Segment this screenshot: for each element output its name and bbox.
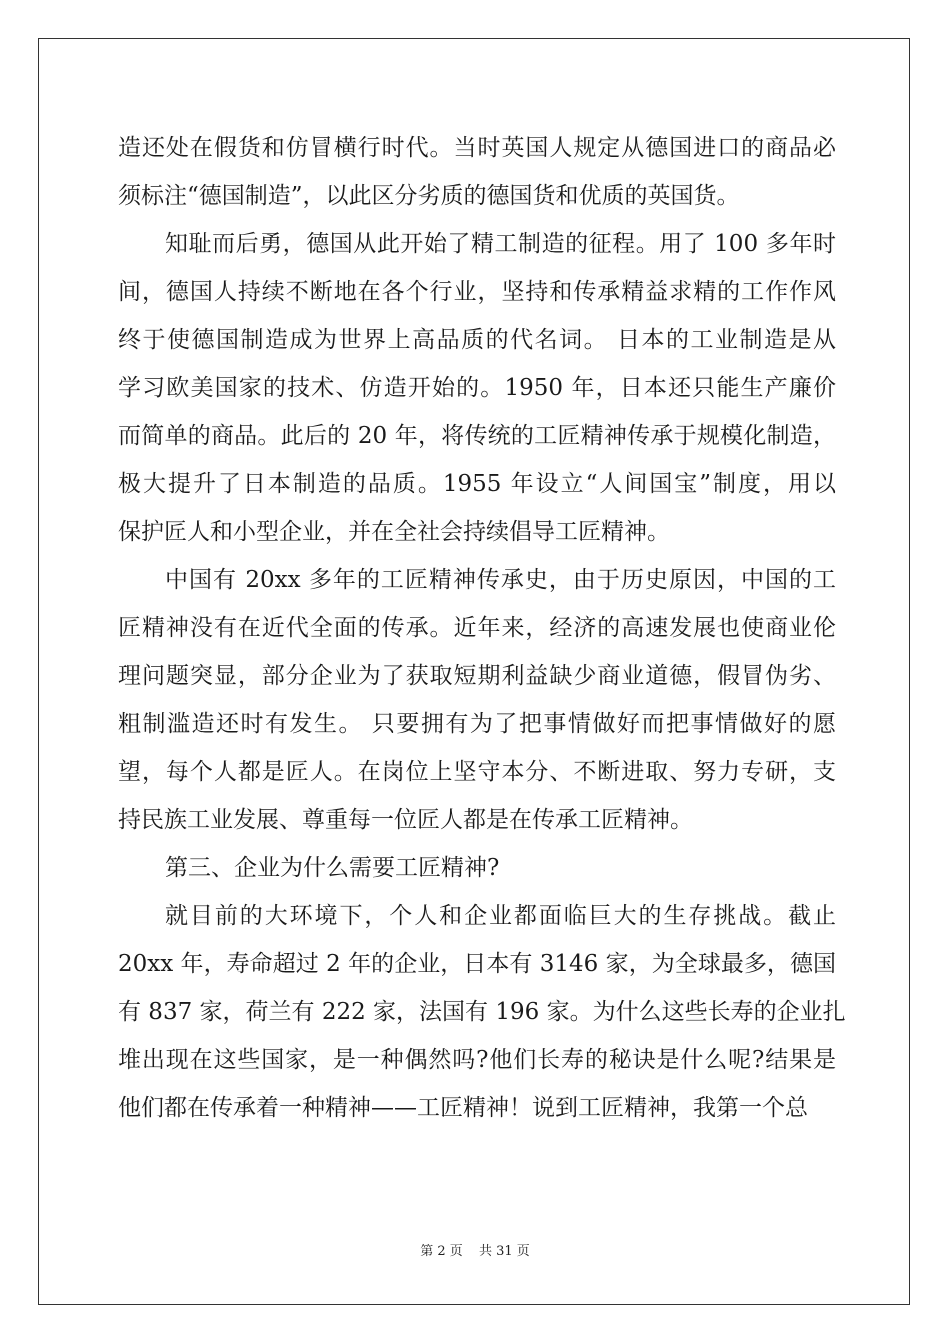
text-line: 须标注“德国制造”，以此区分劣质的德国货和优质的英国货。 <box>118 183 740 209</box>
text-line: 粗制滥造还时有发生。 只要拥有为了把事情做好而把事情做好的愿 <box>118 711 836 737</box>
text-line: 造还处在假货和仿冒横行时代。当时英国人规定从德国进口的商品必 <box>118 135 836 161</box>
text-line: 而简单的商品。此后的 20 年，将传统的工匠精神传承于规模化制造， <box>118 423 836 449</box>
text-line: 间，德国人持续不断地在各个行业，坚持和传承精益求精的工作作风 <box>118 279 836 305</box>
text-line: 持民族工业发展、尊重每一位匠人都是在传承工匠精神。 <box>118 807 693 833</box>
document-body <box>118 124 846 1132</box>
text-line: 就目前的大环境下，个人和企业都面临巨大的生存挑战。截止 <box>165 903 836 929</box>
text-line: 他们都在传承着一种精神——工匠精神！说到工匠精神，我第一个总 <box>118 1095 808 1121</box>
page-total: 共 31 页 <box>478 1244 530 1259</box>
text-line: 有 837 家，荷兰有 222 家，法国有 196 家。为什么这些长寿的企业扎 <box>118 999 846 1025</box>
text-line: 学习欧美国家的技术、仿造开始的。1950 年，日本还只能生产廉价 <box>118 375 836 401</box>
text-line: 第三、企业为什么需要工匠精神? <box>165 855 500 881</box>
text-line: 20xx 年，寿命超过 2 年的企业，日本有 3146 家，为全球最多，德国 <box>118 951 836 977</box>
text-line: 堆出现在这些国家，是一种偶然吗?他们长寿的秘诀是什么呢?结果是 <box>118 1047 836 1073</box>
text-line: 知耻而后勇，德国从此开始了精工制造的征程。用了 100 多年时 <box>165 231 836 257</box>
page-number: 第 2 页 <box>420 1244 463 1259</box>
text-line: 理问题突显，部分企业为了获取短期利益缺少商业道德，假冒伪劣、 <box>118 663 836 689</box>
text-line: 终于使德国制造成为世界上高品质的代名词。 日本的工业制造是从 <box>118 327 836 353</box>
text-line: 保护匠人和小型企业，并在全社会持续倡导工匠精神。 <box>118 519 670 545</box>
text-line: 极大提升了日本制造的品质。1955 年设立“人间国宝”制度，用以 <box>118 471 836 497</box>
text-line: 中国有 20xx 多年的工匠精神传承史，由于历史原因，中国的工 <box>165 567 836 593</box>
text-line: 望，每个人都是匠人。在岗位上坚守本分、不断进取、努力专研，支 <box>118 759 836 785</box>
page-footer <box>0 1240 950 1259</box>
text-line: 匠精神没有在近代全面的传承。近年来，经济的高速发展也使商业伦 <box>118 615 836 641</box>
